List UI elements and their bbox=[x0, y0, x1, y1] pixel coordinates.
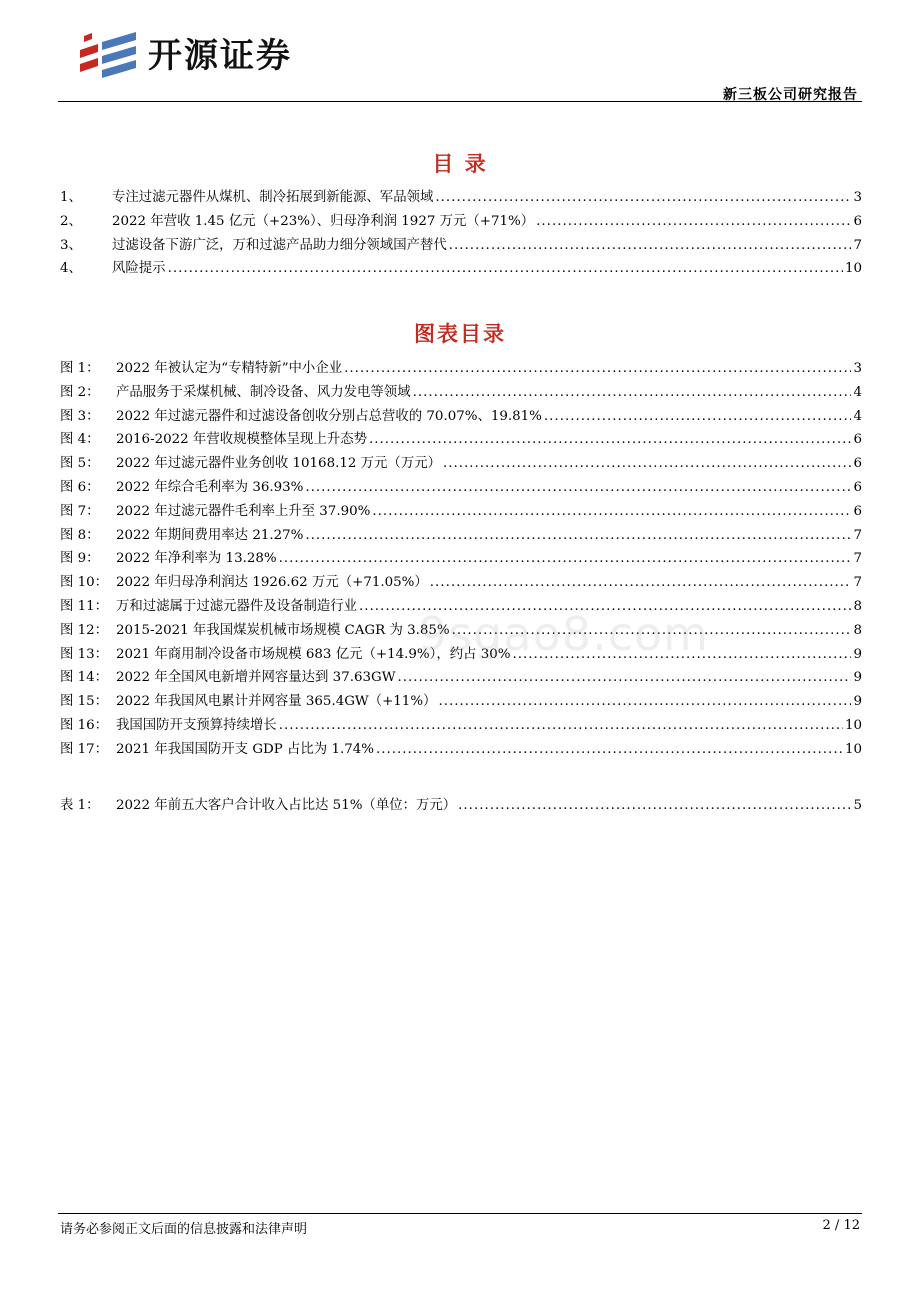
entry-page-number: 8 bbox=[853, 598, 862, 614]
entry-page-number: 4 bbox=[853, 408, 862, 424]
entry-page-number: 9 bbox=[853, 646, 862, 662]
entry-page-number: 10 bbox=[844, 261, 862, 277]
entry-label: 2021 年我国国防开支 GDP 占比为 1.74% bbox=[116, 741, 374, 757]
toc-entry[interactable] bbox=[60, 381, 862, 405]
entry-number: 图 14： bbox=[60, 670, 109, 686]
dot-leader bbox=[344, 361, 851, 376]
toc-entry[interactable] bbox=[60, 571, 862, 595]
dot-leader bbox=[443, 456, 851, 471]
entry-number: 图 13： bbox=[60, 646, 109, 662]
toc-entry[interactable] bbox=[60, 714, 862, 738]
toc-entry[interactable] bbox=[60, 524, 862, 548]
entry-label: 2022 年营收 1.45 亿元（+23%）、归母净利润 1927 万元（+71%） bbox=[112, 213, 535, 229]
entry-page-number: 7 bbox=[853, 551, 862, 567]
entry-number: 图 7： bbox=[60, 503, 100, 519]
entry-number: 图 6： bbox=[60, 479, 100, 495]
dot-leader bbox=[435, 190, 851, 205]
entry-label: 万和过滤属于过滤元器件及设备制造行业 bbox=[116, 598, 358, 614]
toc-title: 目 录 bbox=[432, 152, 488, 176]
toc-list bbox=[60, 186, 862, 281]
dot-leader bbox=[305, 528, 851, 543]
entry-number: 图 11： bbox=[60, 598, 109, 614]
toc-entry[interactable] bbox=[60, 794, 862, 818]
dot-leader bbox=[279, 551, 852, 566]
toc-entry[interactable] bbox=[60, 500, 862, 524]
entry-number: 表 1： bbox=[60, 798, 100, 813]
entry-label: 2022 年前五大客户合计收入占比达 51%（单位：万元） bbox=[116, 798, 457, 813]
entry-label: 2021 年商用制冷设备市场规模 683 亿元（+14.9%），约占 30% bbox=[116, 646, 511, 662]
figures-list bbox=[60, 357, 862, 762]
dot-leader bbox=[305, 480, 851, 495]
entry-label: 2016-2022 年营收规模整体呈现上升态势 bbox=[116, 432, 368, 448]
tables-list bbox=[60, 794, 862, 818]
entry-label: 2022 年净利率为 13.28% bbox=[116, 551, 277, 567]
toc-entry[interactable] bbox=[60, 357, 862, 381]
entry-page-number: 7 bbox=[853, 575, 862, 591]
entry-number: 图 15： bbox=[60, 694, 109, 710]
entry-number: 图 5： bbox=[60, 456, 100, 472]
entry-number: 图 12： bbox=[60, 622, 109, 638]
dot-leader bbox=[369, 432, 851, 447]
entry-label: 2022 年过滤元器件和过滤设备创收分别占总营收的 70.07%、19.81% bbox=[116, 408, 542, 424]
entry-label: 产品服务于采煤机械、制冷设备、风力发电等领域 bbox=[116, 384, 411, 400]
dot-leader bbox=[372, 504, 851, 519]
entry-number: 3、 bbox=[60, 237, 82, 253]
entry-label: 2022 年过滤元器件毛利率上升至 37.90% bbox=[116, 503, 371, 519]
toc-entry[interactable] bbox=[60, 738, 862, 762]
entry-number: 图 3： bbox=[60, 408, 100, 424]
toc-entry[interactable] bbox=[60, 690, 862, 714]
dot-leader bbox=[376, 742, 843, 757]
entry-page-number: 6 bbox=[853, 456, 862, 472]
entry-label: 2022 年被认定为“专精特新”中小企业 bbox=[116, 361, 343, 376]
entry-number: 图 2： bbox=[60, 384, 100, 400]
entry-page-number: 6 bbox=[853, 213, 862, 229]
brand-logo bbox=[78, 30, 292, 82]
entry-page-number: 10 bbox=[844, 741, 862, 757]
entry-label: 2022 年期间费用率达 21.27% bbox=[116, 527, 304, 543]
entry-label: 风险提示 bbox=[112, 261, 166, 277]
report-type-label: 新三板公司研究报告 bbox=[723, 87, 858, 103]
dot-leader bbox=[544, 409, 852, 424]
entry-page-number: 9 bbox=[853, 670, 862, 686]
brand-name: 开源证券 bbox=[148, 36, 292, 76]
entry-page-number: 3 bbox=[853, 190, 862, 205]
entry-page-number: 3 bbox=[853, 361, 862, 376]
entry-number: 图 16： bbox=[60, 717, 109, 733]
header-divider bbox=[58, 101, 862, 102]
entry-label: 2022 年我国风电累计并网容量 365.4GW（+11%） bbox=[116, 694, 437, 710]
entry-number: 4、 bbox=[60, 261, 82, 277]
entry-label: 我国国防开支预算持续增长 bbox=[116, 717, 277, 733]
brand-logo-icon bbox=[78, 30, 138, 82]
entry-page-number: 8 bbox=[853, 622, 862, 638]
entry-page-number: 6 bbox=[853, 503, 862, 519]
entry-number: 图 17： bbox=[60, 741, 109, 757]
entry-label: 专注过滤元器件从煤机、制冷拓展到新能源、军品领域 bbox=[112, 190, 434, 205]
dot-leader bbox=[449, 238, 852, 253]
page-header bbox=[0, 0, 920, 104]
dot-leader bbox=[413, 385, 852, 400]
entry-number: 图 1： bbox=[60, 361, 100, 376]
page-indicator: 2 / 12 bbox=[822, 1218, 860, 1233]
entry-label: 2015-2021 年我国煤炭机械市场规模 CAGR 为 3.85% bbox=[116, 622, 450, 638]
toc-entry[interactable] bbox=[60, 405, 862, 429]
entry-label: 2022 年归母净利润达 1926.62 万元（+71.05%） bbox=[116, 575, 428, 591]
toc-entry[interactable] bbox=[60, 428, 862, 452]
dot-leader bbox=[536, 214, 851, 229]
dot-leader bbox=[168, 261, 843, 276]
entry-page-number: 7 bbox=[853, 527, 862, 543]
watermark: 9sgao8.com bbox=[418, 607, 709, 661]
toc-entry[interactable] bbox=[60, 186, 862, 210]
toc-entry[interactable] bbox=[60, 547, 862, 571]
entry-number: 图 9： bbox=[60, 551, 100, 567]
entry-number: 2、 bbox=[60, 213, 82, 229]
dot-leader bbox=[438, 694, 851, 709]
figures-title: 图表目录 bbox=[414, 322, 506, 346]
entry-number: 1、 bbox=[60, 190, 82, 205]
entry-page-number: 5 bbox=[853, 798, 862, 813]
entry-number: 图 8： bbox=[60, 527, 100, 543]
entry-label: 2022 年综合毛利率为 36.93% bbox=[116, 479, 304, 495]
footer-disclaimer: 请务必参阅正文后面的信息披露和法律声明 bbox=[60, 1222, 308, 1237]
entry-page-number: 9 bbox=[853, 694, 862, 710]
footer-divider bbox=[58, 1213, 862, 1214]
toc-entry[interactable] bbox=[60, 257, 862, 281]
entry-number: 图 4： bbox=[60, 432, 100, 448]
entry-page-number: 6 bbox=[853, 432, 862, 448]
dot-leader bbox=[397, 670, 851, 685]
entry-label: 2022 年过滤元器件业务创收 10168.12 万元（万元） bbox=[116, 456, 441, 472]
toc-entry[interactable] bbox=[60, 476, 862, 500]
toc-entry[interactable] bbox=[60, 210, 862, 234]
toc-entry[interactable] bbox=[60, 666, 862, 690]
entry-label: 2022 年全国风电新增并网容量达到 37.63GW bbox=[116, 670, 396, 686]
entry-label: 过滤设备下游广泛，万和过滤产品助力细分领域国产替代 bbox=[112, 237, 447, 253]
toc-entry[interactable] bbox=[60, 452, 862, 476]
entry-number: 图 10： bbox=[60, 575, 109, 591]
entry-page-number: 4 bbox=[853, 384, 862, 400]
toc-entry[interactable] bbox=[60, 234, 862, 258]
dot-leader bbox=[458, 798, 851, 813]
entry-page-number: 6 bbox=[853, 479, 862, 495]
dot-leader bbox=[430, 575, 852, 590]
entry-page-number: 7 bbox=[853, 237, 862, 253]
entry-page-number: 10 bbox=[844, 717, 862, 733]
dot-leader bbox=[279, 718, 843, 733]
